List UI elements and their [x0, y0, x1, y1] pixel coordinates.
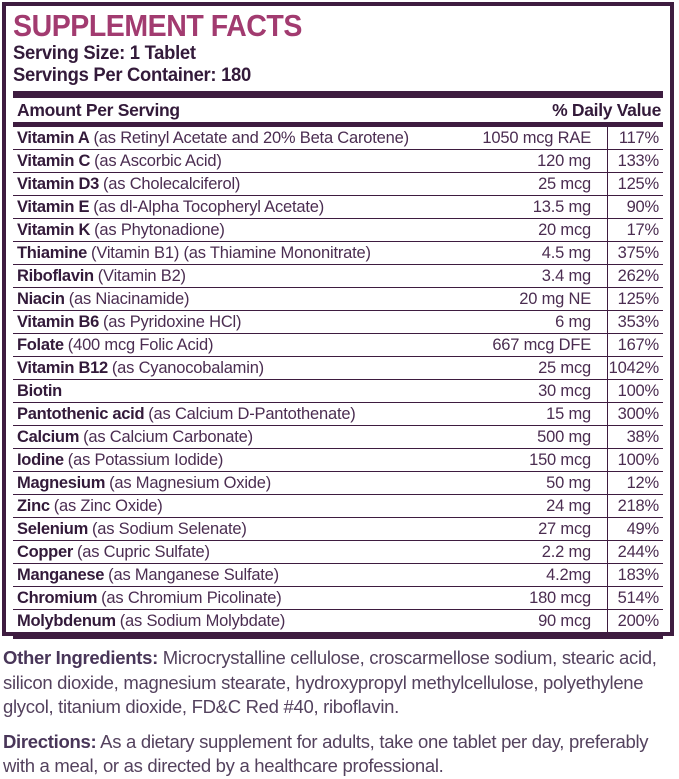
nutrient-daily-value: 125%: [607, 173, 663, 195]
nutrient-name: Thiamine (Vitamin B1) (as Thiamine Mononitrate): [17, 243, 371, 262]
nutrient-name: Vitamin A (as Retinyl Acetate and 20% Beta Carotene): [17, 128, 409, 147]
nutrient-daily-value: 200%: [607, 610, 663, 633]
nutrient-name: Niacin (as Niacinamide): [17, 289, 190, 308]
nutrient-amount: 4.2mg: [546, 565, 591, 584]
nutrient-daily-value: 90%: [607, 196, 663, 218]
table-row: [13, 541, 663, 564]
table-row: [13, 127, 663, 150]
nutrient-daily-value: 133%: [607, 150, 663, 172]
other-ingredients-paragraph: [3, 646, 677, 720]
nutrient-amount: 120 mg: [537, 151, 591, 170]
nutrient-name: Molybdenum (as Sodium Molybdate): [17, 612, 286, 630]
nutrient-name: Magnesium (as Magnesium Oxide): [17, 473, 272, 492]
nutrient-amount: 15 mg: [546, 404, 591, 423]
divider-thick-bottom: [13, 633, 663, 639]
nutrient-amount: 24 mg: [546, 496, 591, 515]
nutrient-daily-value: 38%: [607, 426, 663, 448]
table-row: [13, 196, 663, 219]
nutrient-name: Vitamin D3 (as Cholecalciferol): [17, 174, 241, 193]
footer-text-block: [3, 646, 677, 779]
nutrient-name: Folate (400 mcg Folic Acid): [17, 335, 214, 354]
table-row: [13, 610, 663, 633]
nutrient-daily-value: 375%: [607, 242, 663, 264]
nutrient-daily-value: 353%: [607, 311, 663, 333]
nutrient-daily-value: 183%: [607, 564, 663, 586]
table-row: [13, 173, 663, 196]
nutrient-daily-value: 117%: [607, 127, 663, 149]
nutrient-amount: 180 mcg: [529, 588, 591, 607]
table-row: [13, 403, 663, 426]
nutrient-name: Pantothenic acid (as Calcium D-Pantothenate): [17, 404, 356, 423]
nutrient-daily-value: 100%: [607, 449, 663, 471]
nutrient-name: Copper (as Cupric Sulfate): [17, 542, 210, 561]
servings-per-container: Servings Per Container: 180: [13, 65, 251, 86]
table-row: [13, 219, 663, 242]
nutrient-name: Vitamin K (as Phytonadione): [17, 220, 225, 239]
nutrient-name: Selenium (as Sodium Selenate): [17, 519, 247, 538]
nutrient-amount: 2.2 mg: [541, 542, 591, 561]
nutrient-amount: 20 mg NE: [519, 289, 591, 308]
nutrient-daily-value: 12%: [607, 472, 663, 494]
nutrient-amount: 25 mcg: [538, 174, 591, 193]
nutrient-daily-value: 125%: [607, 288, 663, 310]
nutrient-amount: 90 mcg: [538, 612, 591, 630]
nutrient-amount: 27 mcg: [538, 519, 591, 538]
directions-text: As a dietary supplement for adults, take one tablet per day, preferably with a meal, or as directed by a healthcare professional.: [3, 730, 649, 776]
table-row: [13, 242, 663, 265]
nutrient-daily-value: 514%: [607, 587, 663, 609]
nutrient-daily-value: 49%: [607, 518, 663, 540]
nutrient-name: Vitamin E (as dl-Alpha Tocopheryl Acetate): [17, 197, 325, 216]
table-row: [13, 334, 663, 357]
directions-label: Directions:: [3, 730, 97, 752]
nutrient-daily-value: 17%: [607, 219, 663, 241]
nutrient-name: Vitamin C (as Ascorbic Acid): [17, 151, 222, 170]
nutrient-daily-value: 300%: [607, 403, 663, 425]
nutrient-amount: 50 mg: [546, 473, 591, 492]
nutrient-name: Manganese (as Manganese Sulfate): [17, 565, 279, 584]
nutrient-amount: 3.4 mg: [541, 266, 591, 285]
table-header: [13, 98, 663, 122]
nutrient-amount: 4.5 mg: [541, 243, 591, 262]
nutrient-daily-value: 167%: [607, 334, 663, 356]
table-row: [13, 587, 663, 610]
table-row: [13, 426, 663, 449]
other-ingredients-label: Other Ingredients:: [3, 647, 158, 668]
nutrient-name: Iodine (as Potassium Iodide): [17, 450, 224, 469]
table-row: [13, 357, 663, 380]
table-row: [13, 518, 663, 541]
nutrient-amount: 150 mcg: [529, 450, 591, 469]
nutrient-name: Zinc (as Zinc Oxide): [17, 496, 163, 515]
nutrient-name: Calcium (as Calcium Carbonate): [17, 427, 253, 446]
nutrient-name: Biotin: [17, 381, 62, 400]
table-row: [13, 564, 663, 587]
nutrient-name: Vitamin B6 (as Pyridoxine HCl): [17, 312, 242, 331]
nutrient-daily-value: 244%: [607, 541, 663, 563]
nutrient-daily-value: 1042%: [607, 357, 663, 379]
table-row: [13, 265, 663, 288]
nutrient-amount: 20 mcg: [538, 220, 591, 239]
nutrient-daily-value: 218%: [607, 495, 663, 517]
column-header-amount-per-serving: Amount Per Serving: [17, 99, 180, 120]
table-row: [13, 380, 663, 403]
supplement-facts-panel: [2, 2, 674, 636]
table-body: [13, 127, 663, 633]
nutrient-daily-value: 100%: [607, 380, 663, 402]
nutrient-name: Vitamin B12 (as Cyanocobalamin): [17, 358, 264, 377]
divider-thick-top: [13, 91, 663, 98]
table-row: [13, 150, 663, 173]
nutrient-daily-value: 262%: [607, 265, 663, 287]
table-row: [13, 311, 663, 334]
nutrient-amount: 25 mcg: [538, 358, 591, 377]
nutrient-amount: 30 mcg: [538, 381, 591, 400]
column-header-daily-value: % Daily Value: [552, 99, 661, 120]
nutrient-amount: 6 mg: [555, 312, 591, 331]
panel-title: SUPPLEMENT FACTS: [13, 8, 302, 43]
table-row: [13, 495, 663, 518]
serving-size: Serving Size: 1 Tablet: [13, 43, 196, 64]
other-ingredients-text: Microcrystalline cellulose, croscarmellose sodium, stearic acid, silicon dioxide, magnesium stearate, hydroxypropyl methylcellulose, polyethylene glycol, titanium dioxide, FD&C Red #40, riboflavin.: [3, 647, 657, 717]
directions-paragraph: [3, 730, 677, 779]
table-row: [13, 288, 663, 311]
nutrient-name: Chromium (as Chromium Picolinate): [17, 588, 282, 607]
nutrient-amount: 13.5 mg: [532, 197, 591, 216]
nutrient-amount: 667 mcg DFE: [492, 335, 591, 354]
nutrient-name: Riboflavin (Vitamin B2): [17, 266, 186, 285]
nutrient-amount: 1050 mcg RAE: [482, 128, 591, 147]
table-row: [13, 449, 663, 472]
nutrient-amount: 500 mg: [537, 427, 591, 446]
table-row: [13, 472, 663, 495]
